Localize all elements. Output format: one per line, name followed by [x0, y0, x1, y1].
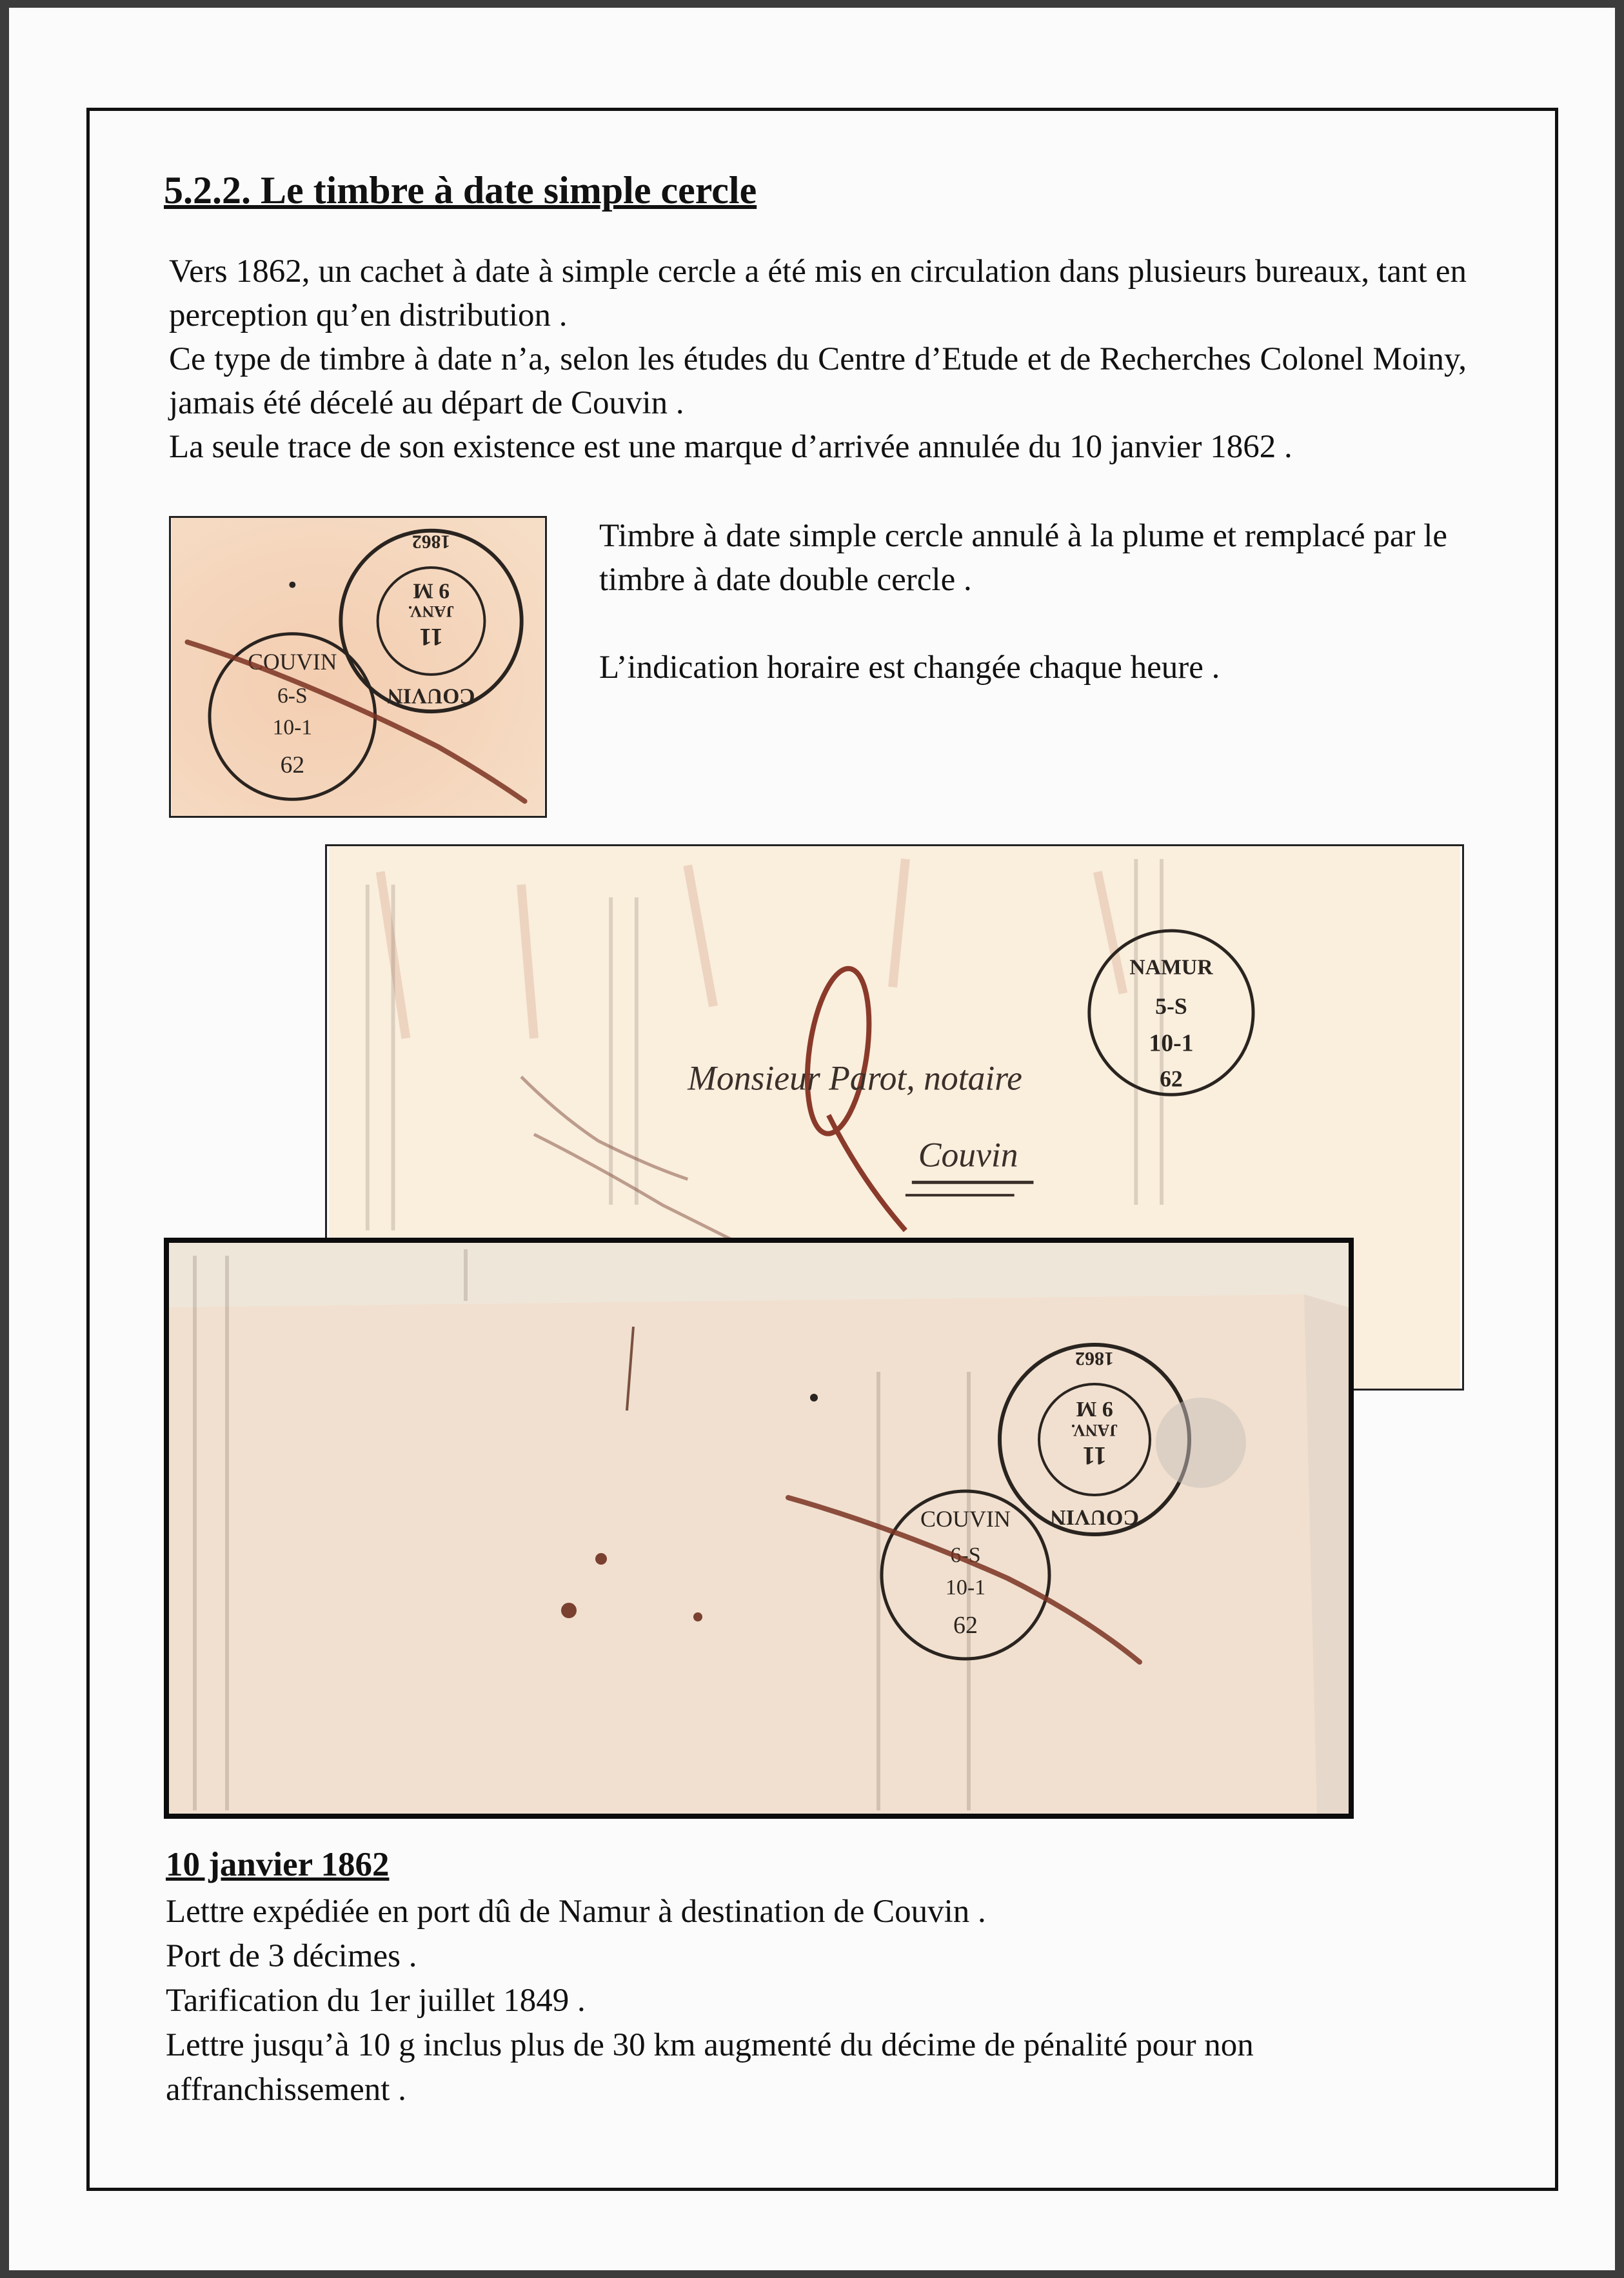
letter-description — [166, 1890, 1475, 2112]
address-town-text: Couvin — [918, 1135, 1018, 1174]
postmark-detail-image — [169, 516, 547, 818]
description-line: Lettre expédiée en port dû de Namur à destination de Couvin . — [166, 1894, 986, 1930]
stamp-hour-text: 6-S — [950, 1543, 981, 1567]
stamp-office-text: COUVIN — [920, 1506, 1011, 1532]
caption-paragraph: Timbre à date simple cercle annulé à la plume et remplacé par le timbre à date double cercle . — [599, 518, 1448, 598]
stamp-day-text: 11 — [1082, 1441, 1107, 1471]
postmark-detail-drawing — [171, 518, 545, 816]
stamp-hour-text: 5-S — [1155, 993, 1187, 1020]
stamp-year-text: 1862 — [411, 531, 451, 552]
stamp-month-text: JANV. — [1071, 1421, 1118, 1440]
address-recipient-text: Monsieur Parot, notaire — [688, 1058, 1022, 1098]
intro-paragraph: La seule trace de son existence est une marque d’arrivée annulée du 10 janvier 1862 . — [169, 429, 1292, 465]
letter-date-heading: 10 janvier 1862 — [166, 1846, 390, 1883]
stamp-office-text: NAMUR — [1129, 955, 1213, 980]
stamp-time-text: 9 M — [1076, 1397, 1113, 1421]
intro-paragraph: Ce type de timbre à date n’a, selon les études du Centre d’Etude et de Recherches Colonel Moiny, jamais été décelé au départ de Couvin . — [169, 341, 1467, 421]
stamp-year-text: 62 — [280, 751, 305, 778]
stamp-day-text: 11 — [419, 622, 444, 651]
stamp-date-text: 10-1 — [945, 1576, 986, 1600]
letter-back-image — [164, 1238, 1354, 1819]
album-page — [9, 8, 1615, 2270]
stamp-year-text: 62 — [1160, 1065, 1183, 1092]
intro-paragraph: Vers 1862, un cachet à date à simple cercle a été mis en circulation dans plusieurs bureaux, tant en perception qu’en distribution . — [169, 253, 1467, 333]
caption-paragraph: L’indication horaire est changée chaque heure . — [599, 649, 1220, 686]
description-line: Tarification du 1er juillet 1849 . — [166, 1983, 586, 2019]
stamp-year-text: 1862 — [1075, 1348, 1114, 1369]
stamp-hour-text: 6-S — [277, 684, 308, 708]
stamp-date-text: 10-1 — [1149, 1029, 1194, 1057]
stamp-office-text: COUVIN — [1050, 1505, 1139, 1529]
intro-text — [169, 250, 1467, 469]
detail-caption — [599, 514, 1470, 689]
stamp-month-text: JANV. — [408, 602, 455, 622]
stamp-time-text: 9 M — [413, 579, 450, 603]
description-line: Lettre jusqu’à 10 g inclus plus de 30 km augmenté du décime de pénalité pour non affranchissement . — [166, 2027, 1254, 2108]
section-title: 5.2.2. Le timbre à date simple cercle — [164, 169, 757, 212]
stamp-year-text: 62 — [953, 1612, 978, 1639]
stamp-office-text: COUVIN — [387, 684, 475, 708]
stamp-date-text: 10-1 — [272, 715, 313, 740]
stamp-office-text: COUVIN — [248, 648, 337, 675]
description-line: Port de 3 décimes . — [166, 1938, 417, 1974]
letter-back-drawing — [169, 1243, 1349, 1814]
